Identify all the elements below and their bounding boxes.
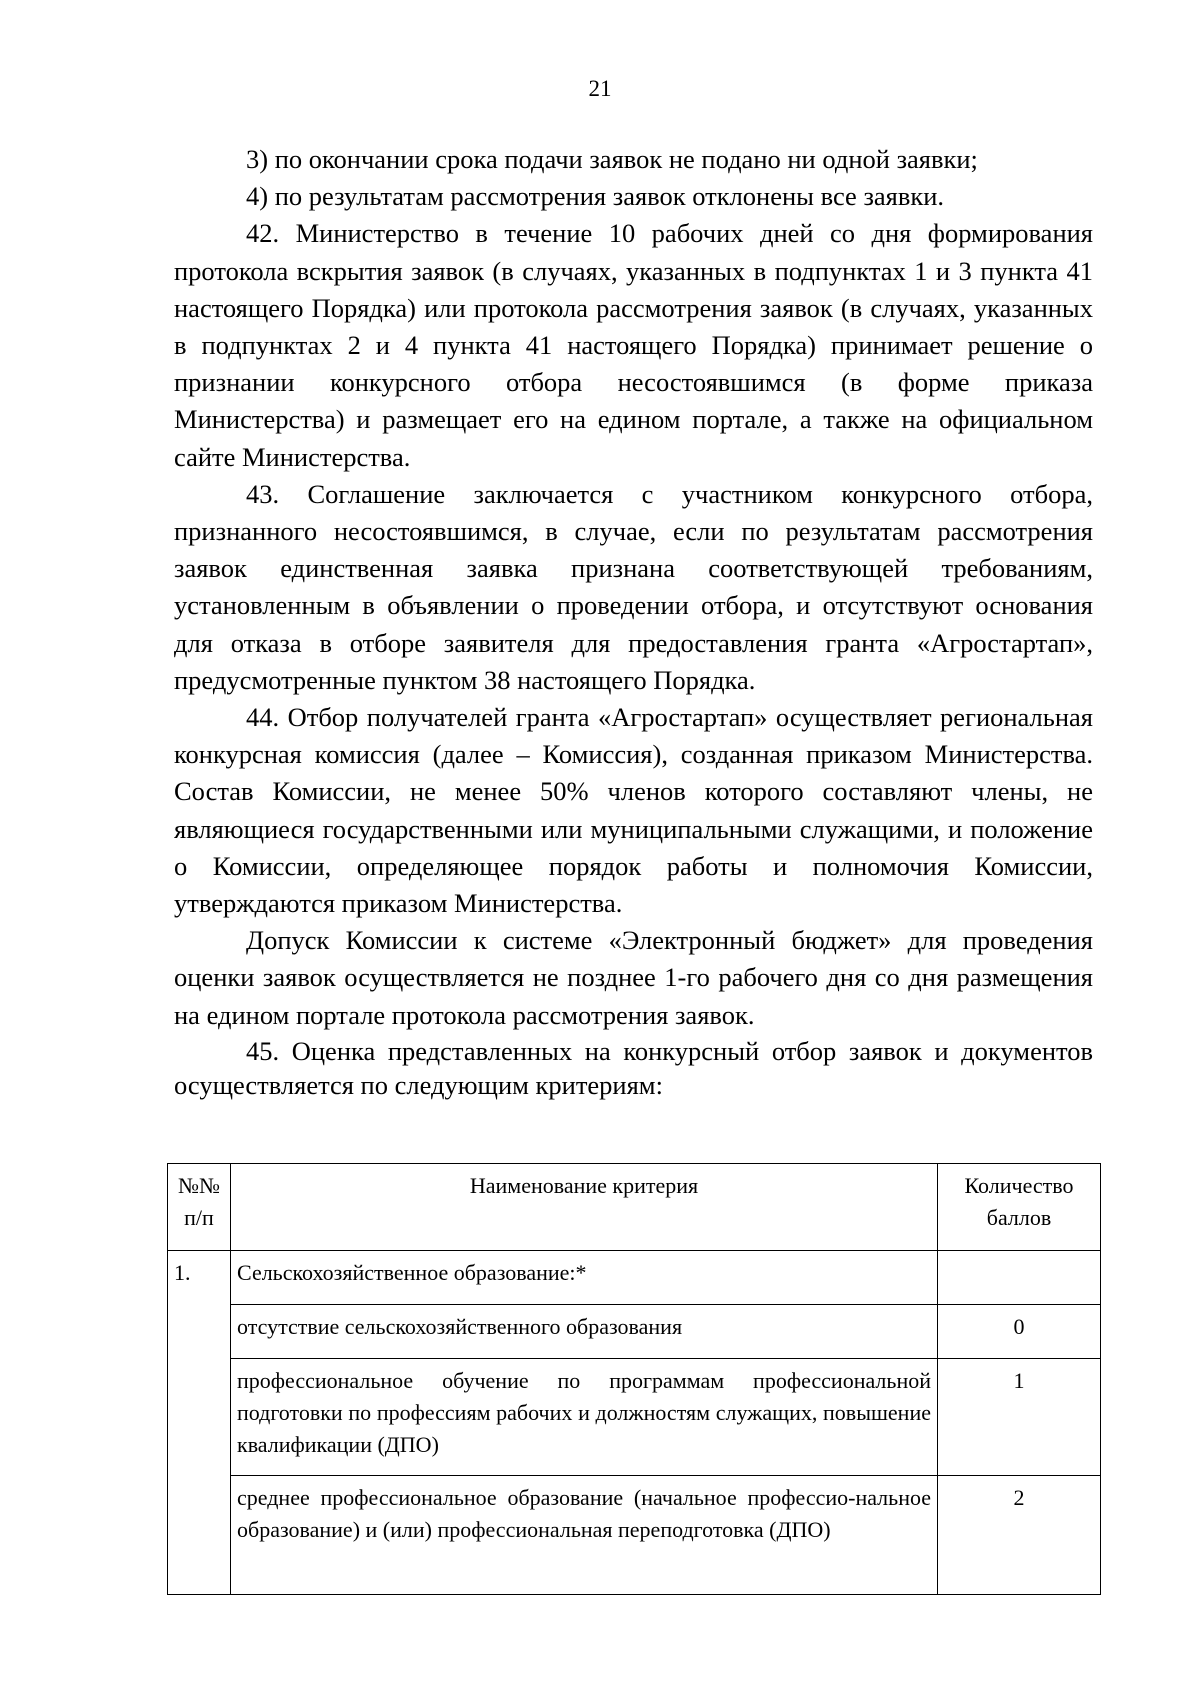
header-num: №№ п/п bbox=[168, 1164, 231, 1251]
table-header-row bbox=[168, 1164, 1101, 1251]
row-number: 1. bbox=[168, 1251, 231, 1595]
paragraph-43: 43. Соглашение заключается с участником конкурсного отбора, признанного несостоявшимся, в случае, если по результатам рассмотрения заявок единственная заявка признана соответствующей требованиям, установленным в объявлении о проведении отбора, и отсутствуют основания для отказа в отборе заявителя для предоставления гранта «Агростартап», предусмотренные пунктом 38 настоящего Порядка. bbox=[174, 478, 1093, 695]
header-points: Количество баллов bbox=[938, 1164, 1101, 1251]
criterion-name: Сельскохозяйственное образование:* bbox=[231, 1251, 938, 1305]
table-row bbox=[168, 1305, 1101, 1359]
criterion-points: 1 bbox=[938, 1359, 1101, 1476]
page-number: 21 bbox=[588, 76, 612, 101]
table-row bbox=[168, 1359, 1101, 1476]
criteria-table bbox=[167, 1163, 1101, 1595]
table-row bbox=[168, 1476, 1101, 1595]
paragraph-44: 44. Отбор получателей гранта «Агростартап» осуществляет региональная конкурсная комиссия (далее – Комиссия), созданная приказом Министерства. Состав Комиссии, не менее 50% членов которого составляют члены, не являющиеся государственными или муниципальными служащими, и положение о Комиссии, определяющее порядок работы и полномочия Комиссии, утверждаются приказом Министерства. bbox=[174, 702, 1093, 919]
criterion-points bbox=[938, 1251, 1101, 1305]
criterion-points: 0 bbox=[938, 1305, 1101, 1359]
paragraph-45: 45. Оценка представленных на конкурсный отбор заявок и документов осуществляется по следующим критериям: bbox=[174, 1035, 1093, 1100]
criterion-name: отсутствие сельскохозяйственного образования bbox=[231, 1305, 938, 1359]
header-criterion: Наименование критерия bbox=[231, 1164, 938, 1251]
criterion-name: среднее профессиональное образование (начальное профессио-нальное образование) и (или) профессиональная переподготовка (ДПО) bbox=[231, 1476, 938, 1595]
paragraph-42: 42. Министерство в течение 10 рабочих дней со дня формирования протокола вскрытия заявок (в случаях, указанных в подпунктах 1 и 3 пункта 41 настоящего Порядка) или протокола рассмотрения заявок (в случаях, указанных в подпунктах 2 и 4 пункта 41 настоящего Порядка) принимает решение о признании конкурсного отбора несостоявшимся (в форме приказа Министерства) и размещает его на едином портале, а также на официальном сайте Министерства. bbox=[174, 218, 1093, 472]
body-text bbox=[174, 141, 1093, 1102]
criterion-points: 2 bbox=[938, 1476, 1101, 1595]
paragraph-item-3: 3) по окончании срока подачи заявок не подано ни одной заявки; bbox=[246, 144, 978, 174]
table-row bbox=[168, 1251, 1101, 1305]
criterion-name: профессиональное обучение по программам профессиональной подготовки по профессиям рабочих и должностям служащих, повышение квалификации (ДПО) bbox=[231, 1359, 938, 1476]
paragraph-commission-access: Допуск Комиссии к системе «Электронный бюджет» для проведения оценки заявок осуществляется не позднее 1-го рабочего дня со дня размещения на едином портале протокола рассмотрения заявок. bbox=[174, 925, 1093, 1030]
paragraph-item-4: 4) по результатам рассмотрения заявок отклонены все заявки. bbox=[246, 181, 945, 212]
